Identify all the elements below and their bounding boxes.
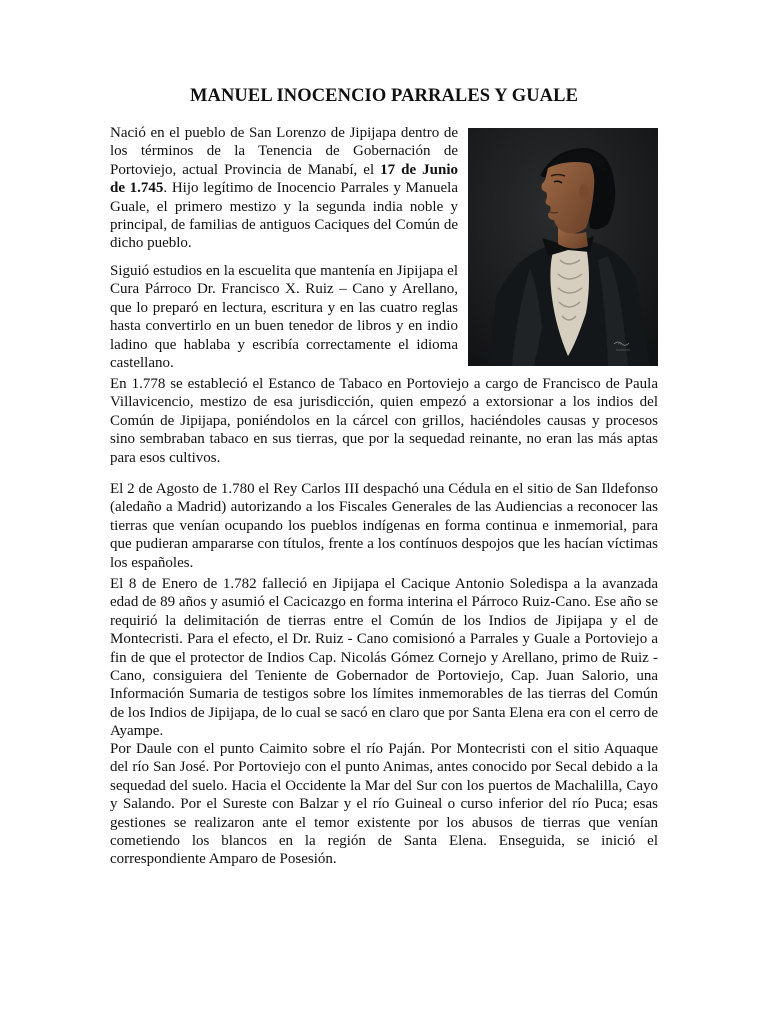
paragraph-cacique: El 8 de Enero de 1.782 falleció en Jipijapa el Cacique Antonio Soledispa a la avanzada edad de 89 años y asumió el Cacicazgo en forma interina el Párroco Ruiz-Cano. Ese año se requirió la delimitación de tierras entre el Común de los Indios de Jipijapa y el de Montecristi. Para el efecto, el Dr. Ruiz - Cano comisionó a Parrales y Guale a Portoviejo a fin de que el protector de Indios Cap. Nicolás Gómez Cornejo y Arellano, primo de Ruiz - Cano, consiguiera del Teniente de Gobernador de Portoviejo, Cap. Juan Salorio, una Información Sumaria de testigos sobre los límites inmemorables de las tierras del Común de los Indios de Jipijapa, de lo cual se sacó en claro que por Santa Elena era con el cerro de Ayampe. [110,576,658,740]
painter-signature: ~ [618,342,622,348]
paragraph-royal-decree: El 2 de Agosto de 1.780 el Rey Carlos III despachó una Cédula en el sitio de San Ildefonso (aledaño a Madrid) autorizando a los Fiscales Generales de las Audiencias a reconocer las tierras que venían ocupando los pueblos indígenas en forma continua e inmemorial, para que pudieran ampararse con títulos, frente a los contínuos despojos que les hacían víctimas los españoles. [110,481,658,571]
paragraph-studies: Siguió estudios en la escuelita que mantenía en Jipijapa el Cura Párroco Dr. Francisco X. Ruiz – Cano y Arellano, que lo preparó en lectura, escritura y en las cuatro reglas hasta convertirlo en un buen tenedor de libros y en indio ladino que hablaba y escribía correctamente el idioma castellano. [110,263,458,372]
paragraph-birth-text-end: . Hijo legítimo de Inocencio Parrales y Manuela Guale, el primero mestizo y la segunda india noble y principal, de familias de antiguos Caciques del Común de dicho pueblo. [110,180,458,252]
birth-date: 17 de Junio de 1.745 [110,161,458,197]
paragraph-boundaries: Por Daule con el punto Caimito sobre el río Paján. Por Montecristi con el sitio Aquaque del río San José. Por Portoviejo con el punto Animas, antes conocido por Secal debido a la sequedad del suelo. Hacia el Occidente la Mar del Sur con los puertos de Machalilla, Cayo y Salando. Por el Sureste con Balzar y el río Guineal o curso inferior del río Puca; esas gestiones se realizaron ante el temor existente por los abusos de tierras que venían cometiendo los blancos en la región de Santa Elena. Enseguida, se inició el correspondiente Amparo de Posesión. [110,741,658,868]
page-title: MANUEL INOCENCIO PARRALES Y GUALE [189,86,579,106]
paragraph-birth-text-start: Nació en el pueblo de San Lorenzo de Jipijapa dentro de los términos de la Tenencia de Gobernación de Portoviejo, actual Provincia de Manabí, el [110,125,458,178]
portrait-painting [468,128,658,366]
paragraph-birth [110,124,458,253]
portrait-image [468,128,658,366]
paragraph-tobacco: En 1.778 se estableció el Estanco de Tabaco en Portoviejo a cargo de Francisco de Paula Villavicencio, mestizo de esa jurisdicción, quien empezó a extorsionar a los indios del Común de Jipijapa, poniéndolos en la cárcel con grillos, haciéndoles causas y procesos sino sembraban tabaco en sus tierras, que por la sequedad reinante, no eran las más aptas para esos cultivos. [110,376,658,466]
